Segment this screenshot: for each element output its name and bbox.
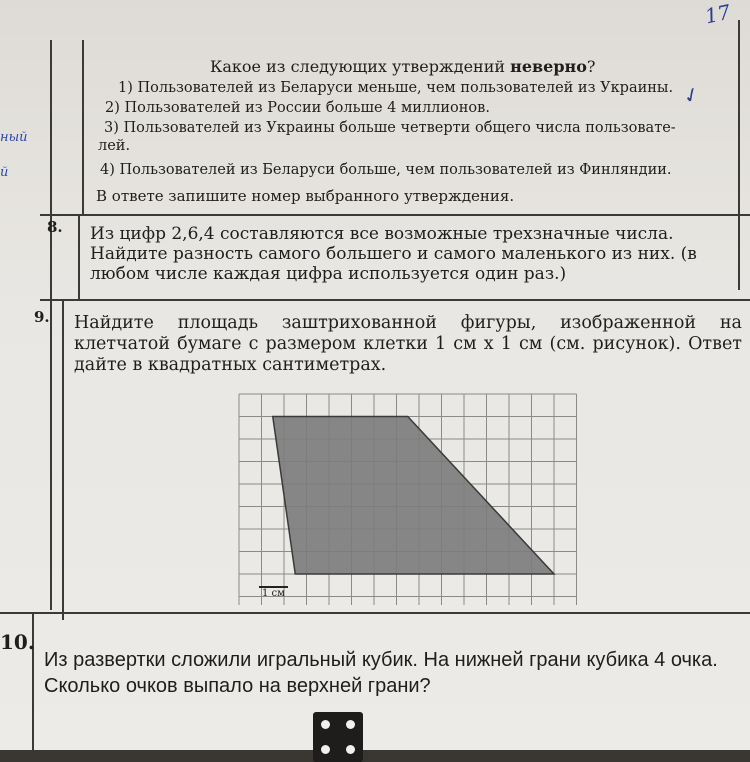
table-inner-border-q7 [82, 40, 84, 215]
table-inner-border-q9 [62, 300, 64, 620]
margin-note-2: й [0, 165, 9, 180]
q7-instruction: В ответе запишите номер выбранного утверждения. [96, 187, 515, 205]
q10-number: 10. [0, 630, 35, 654]
row-divider-q9 [40, 299, 750, 301]
q7-option-3: 3) Пользователей из Украины больше четверти общего числа пользовате- [104, 120, 676, 136]
margin-note-1: ный [0, 130, 28, 145]
q7-title: Какое из следующих утверждений неверно? [210, 57, 596, 76]
table-left-border [50, 40, 52, 610]
q9-number: 9. [34, 308, 50, 326]
table-right-border [738, 20, 740, 290]
grid-figure [238, 393, 578, 605]
die-pip [321, 720, 330, 729]
q7-option-4: 4) Пользователей из Беларуси больше, чем пользователей из Финляндии. [100, 162, 672, 178]
q8-number: 8. [47, 218, 63, 236]
row-divider-q8 [40, 214, 750, 216]
q10-text: Из развертки сложили игральный кубик. На нижней грани кубика 4 очка. Сколько очков выпало на верхней грани? [44, 649, 718, 697]
scale-label: 1 см [259, 586, 288, 599]
q7-option-2: 2) Пользователей из России больше 4 миллионов. [105, 100, 490, 116]
checkmark-icon: ✓ [678, 80, 705, 110]
row-divider-q10 [0, 612, 750, 614]
q9-text: Найдите площадь заштрихованной фигуры, изображенной на клетчатой бумаге с размером клетки 1 см х 1 см (см. рисунок). Ответ дайте в квадратных сантиметрах. [74, 313, 742, 375]
page-corner-number: 17 [702, 0, 733, 29]
table-inner-border-q8 [78, 215, 80, 300]
q7-option-3-cont: лей. [98, 138, 131, 154]
die-pip [346, 720, 355, 729]
q7-option-1: 1) Пользователей из Беларуси меньше, чем пользователей из Украины. [118, 80, 674, 96]
shaded-trapezoid [273, 417, 554, 575]
die-net-face [313, 712, 363, 762]
q8-text: Из цифр 2,6,4 составляются все возможные трехзначные числа. Найдите разность самого большего и самого маленького из них. (в любом числе каждая цифра используется один раз.) [90, 224, 697, 284]
